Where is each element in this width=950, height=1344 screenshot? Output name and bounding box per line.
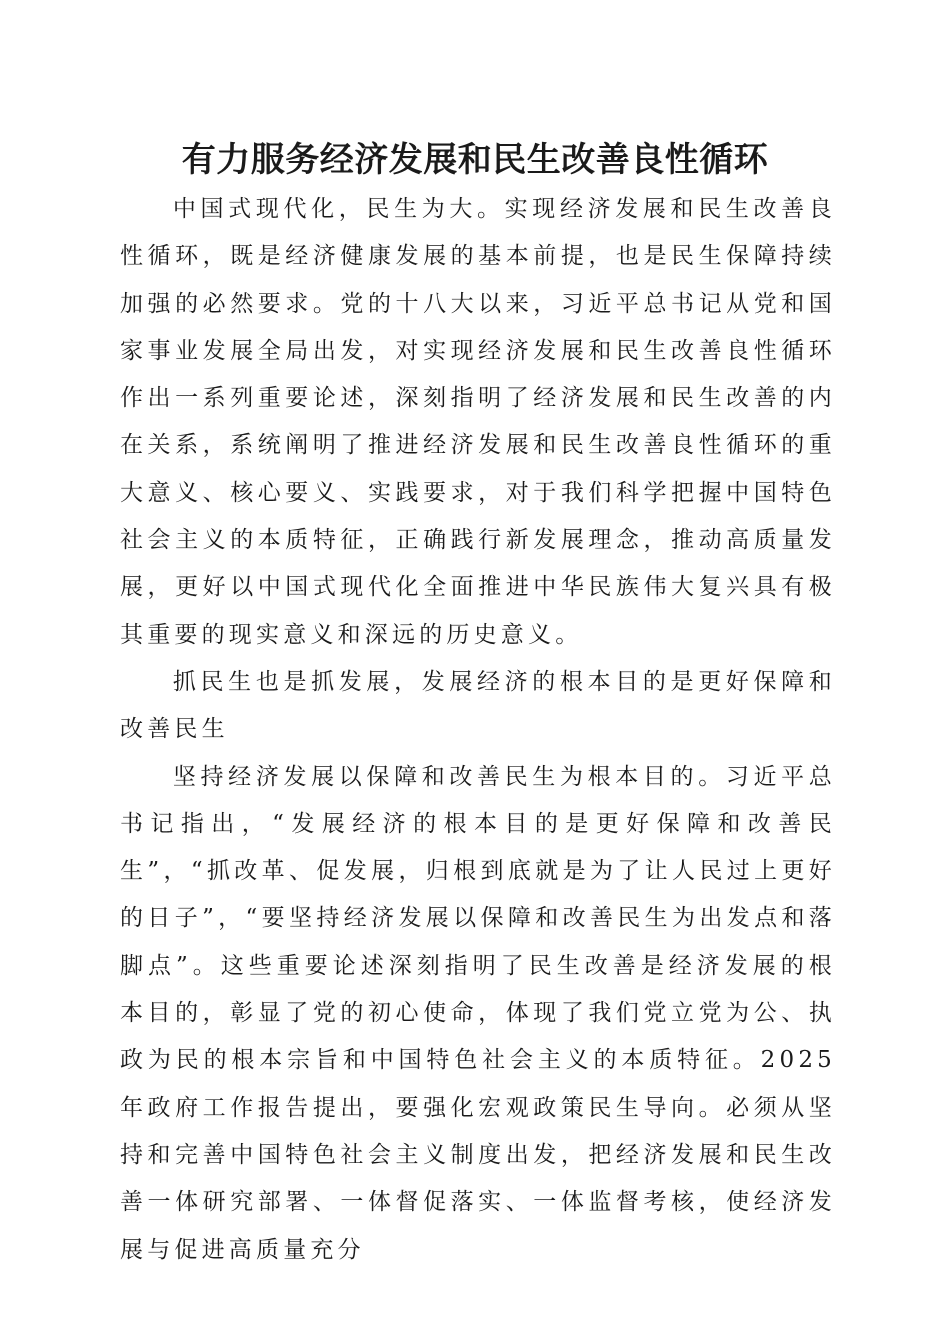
paragraph-section-heading: 抓民生也是抓发展，发展经济的根本目的是更好保障和改善民生 <box>120 668 836 743</box>
document-title: 有力服务经济发展和民生改善良性循环 <box>181 140 769 180</box>
document-body <box>120 186 836 1274</box>
paragraph-section-body: 坚持经济发展以保障和改善民生为根本目的。习近平总书记指出，“发展经济的根本目的是更好保障和改善民生”，“抓改革、促发展，归根到底就是为了让人民过上更好的日子”，“要坚持经济发展以保障和改善民生为出发点和落脚点”。这些重要论述深刻指明了民生改善是经济发展的根本目的，彰显了党的初心使命，体现了我们党立党为公、执政为民的根本宗旨和中国特色社会主义的本质特征。2025年政府工作报告提出，要强化宏观政策民生导向。必须从坚持和完善中国特色社会主义制度出发，把经济发展和民生改善一体研究部署、一体督促落实、一体监督考核，使经济发展与促进高质量充分 <box>120 763 836 1263</box>
paragraph-intro: 中国式现代化，民生为大。实现经济发展和民生改善良性循环，既是经济健康发展的基本前提，也是民生保障持续加强的必然要求。党的十八大以来，习近平总书记从党和国家事业发展全局出发，对实现经济发展和民生改善良性循环作出一系列重要论述，深刻指明了经济发展和民生改善的内在关系，系统阐明了推进经济发展和民生改善良性循环的重大意义、核心要义、实践要求，对于我们科学把握中国特色社会主义的本质特征，正确践行新发展理念，推动高质量发展，更好以中国式现代化全面推进中华民族伟大复兴具有极其重要的现实意义和深远的历史意义。 <box>120 196 836 648</box>
